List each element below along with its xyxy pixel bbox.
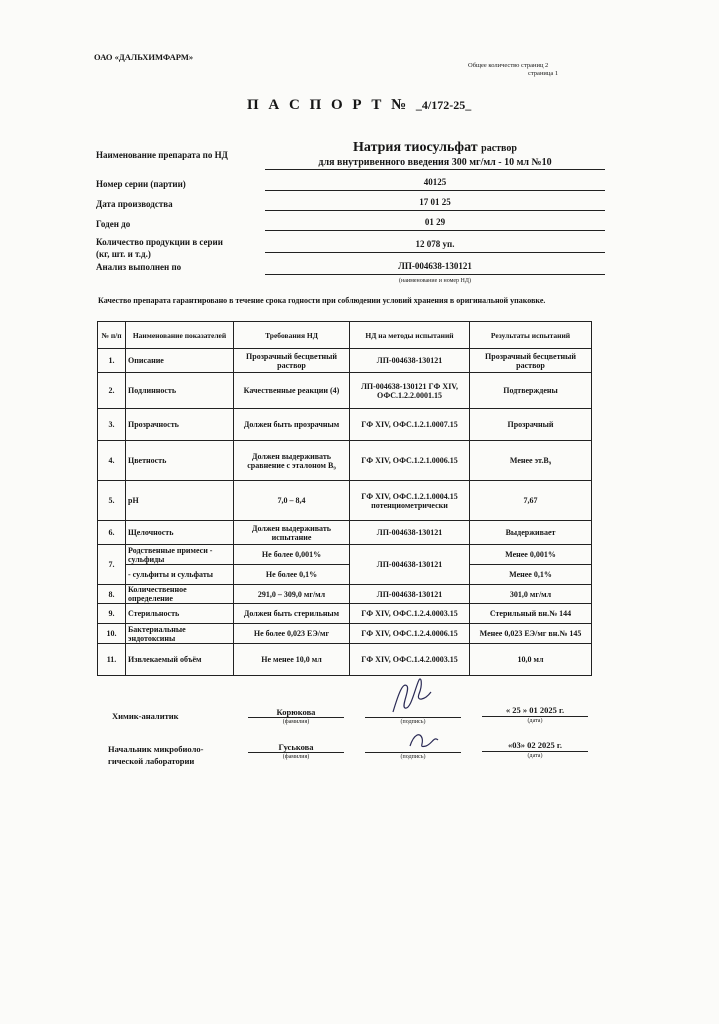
row-indicator: pH	[126, 481, 234, 521]
row-number: 4.	[98, 441, 126, 481]
results-table	[97, 321, 592, 676]
row-method: ГФ XIV, ОФС.1.2.4.0006.15	[350, 624, 470, 644]
row-number: 2.	[98, 373, 126, 409]
series-value: 40125	[423, 177, 447, 187]
row-number: 1.	[98, 349, 126, 373]
analysis-line	[265, 274, 605, 275]
quantity-line	[265, 252, 605, 253]
quality-statement: Качество препарата гарантировано в течение срока годности при соблюдении условий хранения в оригинальной упаковке.	[98, 296, 546, 305]
row-result: Прозрачный	[470, 409, 592, 441]
row-method: ГФ XIV, ОФС.1.2.1.0007.15	[350, 409, 470, 441]
row-requirement: 291,0 – 309,0 мг/мл	[234, 585, 350, 604]
header-requirements: Требования НД	[234, 322, 350, 349]
chemist-name: Корюкова	[276, 707, 316, 717]
product-name-suffix: раствор	[481, 143, 517, 154]
table-row	[98, 545, 592, 565]
analysis-value: ЛП-004638-130121	[398, 261, 472, 271]
table-row	[98, 409, 592, 441]
table-row	[98, 585, 592, 604]
row-number: 8.	[98, 585, 126, 604]
row-method: ЛП-004638-130121	[350, 349, 470, 373]
head-signature	[404, 726, 444, 754]
row-result: Менее 0,023 ЕЭ/мг вн.№ 145	[470, 624, 592, 644]
row-requirement: Должен быть стерильным	[234, 604, 350, 624]
page-current: страница 1	[528, 70, 559, 77]
production-line	[265, 210, 605, 211]
expiry-value: 01 29	[424, 217, 446, 227]
passport-number: _4/172-25_	[415, 98, 472, 112]
table-row	[98, 441, 592, 481]
series-line	[265, 190, 605, 191]
row-result: Менее 0,1%	[470, 565, 592, 585]
chemist-surname-note: (фамилия)	[282, 719, 310, 725]
table-row	[98, 604, 592, 624]
row-result: Выдерживает	[470, 521, 592, 545]
row-result: Подтверждены	[470, 373, 592, 409]
row-requirement: Не более 0,023 ЕЭ/мг	[234, 624, 350, 644]
row-method: ГФ XIV, ОФС.1.2.1.0004.15 потенциометрически	[350, 481, 470, 521]
row-indicator: Стерильность	[126, 604, 234, 624]
row-requirement: Прозрачный бесцветный раствор	[234, 349, 350, 373]
head-date-note: (дата)	[527, 753, 543, 759]
header-number: № п/п	[98, 322, 126, 349]
row-result: 10,0 мл	[470, 644, 592, 676]
row-number: 11.	[98, 644, 126, 676]
row-number: 9.	[98, 604, 126, 624]
row-number: 5.	[98, 481, 126, 521]
row-requirement: Не менее 10,0 мл	[234, 644, 350, 676]
row-result: 7,67	[470, 481, 592, 521]
header-results: Результаты испытаний	[470, 322, 592, 349]
row-requirement: Должен быть прозрачным	[234, 409, 350, 441]
row-requirement: Должен выдерживать испытание	[234, 521, 350, 545]
row-number: 3.	[98, 409, 126, 441]
expiry-label: Годен до	[96, 219, 131, 229]
page-title	[247, 97, 471, 114]
product-name-text: Натрия тиосульфат	[353, 140, 478, 155]
row-result: Менее 0,001%	[470, 545, 592, 565]
row-result: Стерильный вн.№ 144	[470, 604, 592, 624]
row-indicator: Извлекаемый объём	[126, 644, 234, 676]
row-method: ЛП-004638-130121	[350, 521, 470, 545]
head-surname-note: (фамилия)	[282, 754, 310, 760]
row-indicator: Цветность	[126, 441, 234, 481]
row-indicator: Количественное определение	[126, 585, 234, 604]
row-result: Прозрачный бесцветный раствор	[470, 349, 592, 373]
row-requirement: Качественные реакции (4)	[234, 373, 350, 409]
chemist-date-line	[482, 716, 588, 717]
head-date: «03» 02 2025 г.	[508, 740, 562, 750]
row-requirement: Не более 0,1%	[234, 565, 350, 585]
table-row	[98, 481, 592, 521]
table-row	[98, 521, 592, 545]
row-number: 10.	[98, 624, 126, 644]
title-text: П А С П О Р Т №	[247, 97, 410, 113]
page-count	[468, 62, 588, 78]
product-form: для внутривенного введения 300 мг/мл - 10 мл №10	[265, 157, 605, 170]
row-method: ГФ XIV, ОФС.1.2.4.0003.15	[350, 604, 470, 624]
row-method: ЛП-004638-130121	[350, 585, 470, 604]
chemist-name-line	[248, 717, 344, 718]
row-number: 6.	[98, 521, 126, 545]
product-name	[265, 140, 605, 156]
row-requirement: Должен выдерживать сравнение с эталоном B₉	[234, 441, 350, 481]
head-name: Гуськова	[278, 742, 314, 752]
chemist-signature	[385, 672, 445, 720]
pages-total: Общее количество страниц 2	[468, 62, 549, 69]
table-row	[98, 373, 592, 409]
header-indicator: Наименование показателей	[126, 322, 234, 349]
row-method: ГФ XIV, ОФС.1.2.1.0006.15	[350, 441, 470, 481]
row-indicator: Щелочность	[126, 521, 234, 545]
row-method: ЛП-004638-130121	[350, 545, 470, 585]
head-signature-note: (подпись)	[400, 754, 426, 760]
chemist-signature-note: (подпись)	[400, 719, 426, 725]
table-row	[98, 644, 592, 676]
row-method: ГФ XIV, ОФС.1.4.2.0003.15	[350, 644, 470, 676]
head-label-2: гической лаборатории	[108, 756, 195, 766]
row-number: 7.	[98, 545, 126, 585]
chemist-signature-line	[365, 717, 461, 718]
expiry-line	[265, 230, 605, 231]
row-result: 301,0 мг/мл	[470, 585, 592, 604]
row-result: Менее эт.B₉	[470, 441, 592, 481]
row-indicator: Описание	[126, 349, 234, 373]
analysis-note: (наименование и номер НД)	[399, 278, 471, 284]
production-label: Дата производства	[96, 199, 173, 209]
row-indicator: Прозрачность	[126, 409, 234, 441]
head-date-line	[482, 751, 588, 752]
head-label: Начальник микробиоло-	[108, 744, 204, 754]
row-indicator: - сульфиты и сульфаты	[126, 565, 234, 585]
chemist-label: Химик-аналитик	[112, 711, 179, 721]
chemist-date: « 25 » 01 2025 г.	[505, 705, 565, 715]
production-value: 17 01 25	[419, 197, 451, 207]
row-method: ЛП-004638-130121 ГФ XIV, ОФС.1.2.2.0001.15	[350, 373, 470, 409]
analysis-label: Анализ выполнен по	[96, 262, 182, 272]
quantity-label-units: (кг, шт. и т.д.)	[96, 249, 151, 259]
product-name-label: Наименование препарата по НД	[96, 150, 228, 160]
chemist-date-note: (дата)	[527, 718, 543, 724]
head-signature-line	[365, 752, 461, 753]
table-row	[98, 565, 592, 585]
row-indicator: Родственные примеси - сульфиды	[126, 545, 234, 565]
series-label: Номер серии (партии)	[96, 179, 186, 189]
row-requirement: 7,0 – 8,4	[234, 481, 350, 521]
table-row	[98, 349, 592, 373]
row-indicator: Подлинность	[126, 373, 234, 409]
head-name-line	[248, 752, 344, 753]
row-requirement: Не более 0,001%	[234, 545, 350, 565]
header-methods: НД на методы испытаний	[350, 322, 470, 349]
table-row	[98, 624, 592, 644]
table-header-row	[98, 322, 592, 349]
row-indicator: Бактериальные эндотоксины	[126, 624, 234, 644]
quantity-label: Количество продукции в серии	[96, 237, 223, 247]
company-name: ОАО «ДАЛЬХИМФАРМ»	[94, 52, 194, 62]
quantity-value: 12 078 уп.	[415, 239, 455, 249]
